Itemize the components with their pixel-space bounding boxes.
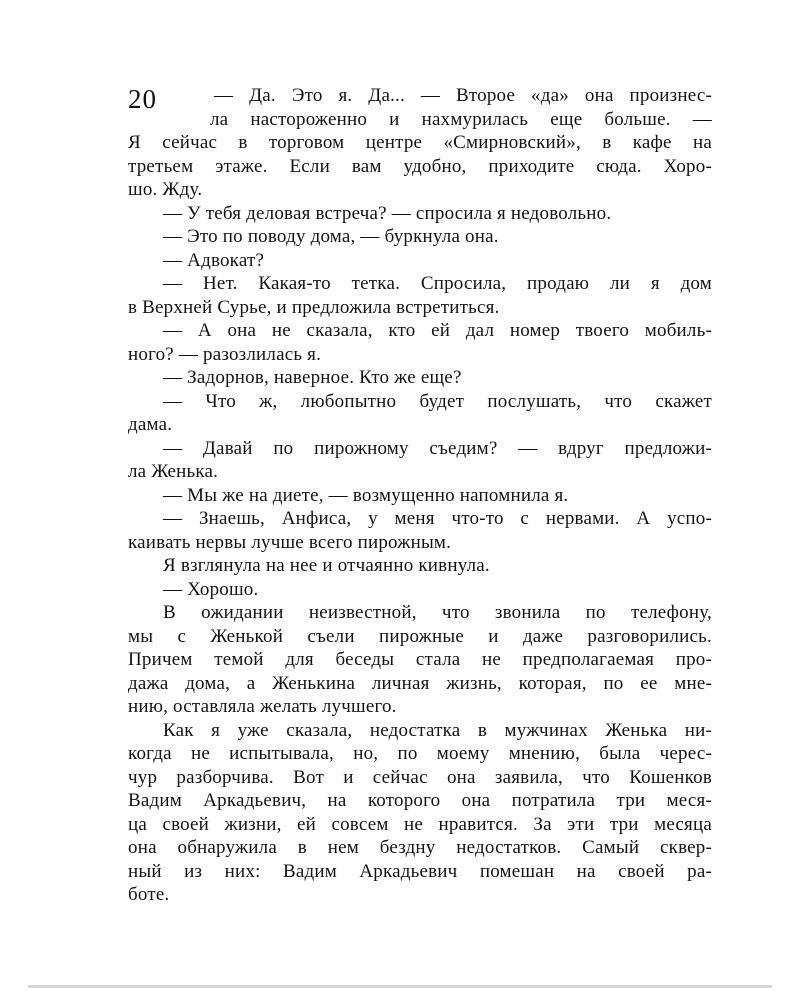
text-line: в Верхней Сурье, и предложила встретиться. — [128, 296, 500, 318]
text-line: — Мы же на диете, — возмущенно напомнила я. — [163, 484, 569, 506]
text-line: мы с Женькой съели пирожные и даже разговорились. — [128, 625, 712, 647]
text-line: дама. — [128, 414, 173, 435]
text-line: — Знаешь, Анфиса, у меня что-то с нервами. А успо- — [163, 508, 712, 529]
text-line: — Задорнов, наверное. Кто же еще? — [163, 367, 462, 388]
text-line: ного? — разозлилась я. — [128, 343, 322, 365]
text-line: ла Женька. — [128, 461, 219, 482]
text-line: Вадим Аркадьевич, на которого она потратила три меся- — [128, 790, 712, 811]
text-line: каивать нервы лучше всего пирожным. — [128, 531, 452, 553]
text-line: — Адвокат? — [163, 249, 265, 271]
text-line: Причем темой для беседы стала не предполагаемая про- — [128, 649, 712, 670]
text-line: В ожидании неизвестной, что звонила по телефону, — [163, 602, 712, 623]
page-text — [128, 84, 712, 907]
text-line: ный из них: Вадим Аркадьевич помешан на своей ра- — [128, 860, 712, 882]
text-line: ла настороженно и нахмурилась еще больше. — — [210, 108, 712, 130]
text-line: — Это по поводу дома, — буркнула она. — [163, 226, 499, 247]
text-line: Я взглянула на нее и отчаянно кивнула. — [163, 555, 490, 576]
text-line: чур разборчива. Вот и сейчас она заявила, что Кошенков — [128, 766, 712, 788]
text-line: — Давай по пирожному съедим? — вдруг предложи- — [163, 437, 712, 459]
text-line: — Да. Это я. Да... — Второе «да» она произнес- — [214, 85, 712, 106]
text-line: — Нет. Какая-то тетка. Спросила, продаю ли я дом — [163, 273, 712, 294]
scan-edge-artifact — [28, 985, 772, 988]
text-line: она обнаружила в нем бездну недостатков. Самый сквер- — [128, 837, 712, 858]
text-line: третьем этаже. Если вам удобно, приходите сюда. Хоро- — [128, 155, 712, 177]
page-number: 20 — [128, 84, 157, 114]
text-line: когда не испытывала, но, по моему мнению, была черес- — [128, 743, 712, 764]
text-line: нию, оставляла желать лучшего. — [128, 696, 397, 717]
text-line: Я сейчас в торговом центре «Смирновский», в кафе на — [128, 132, 712, 153]
text-line: боте. — [128, 884, 170, 905]
text-column — [128, 84, 712, 907]
text-line: дажа дома, а Женькина личная жизнь, которая, по ее мне- — [128, 672, 712, 694]
text-line: — А она не сказала, кто ей дал номер твоего мобиль- — [163, 320, 712, 341]
text-line: — Хорошо. — [163, 578, 259, 600]
text-line: Как я уже сказала, недостатка в мужчинах Женька ни- — [163, 719, 712, 741]
text-line: шо. Жду. — [128, 179, 203, 200]
text-line: — Что ж, любопытно будет послушать, что скажет — [163, 390, 712, 412]
text-line: ца своей жизни, ей совсем не нравится. За эти три месяца — [128, 813, 712, 835]
text-line: — У тебя деловая встреча? — спросила я недовольно. — [163, 202, 612, 224]
